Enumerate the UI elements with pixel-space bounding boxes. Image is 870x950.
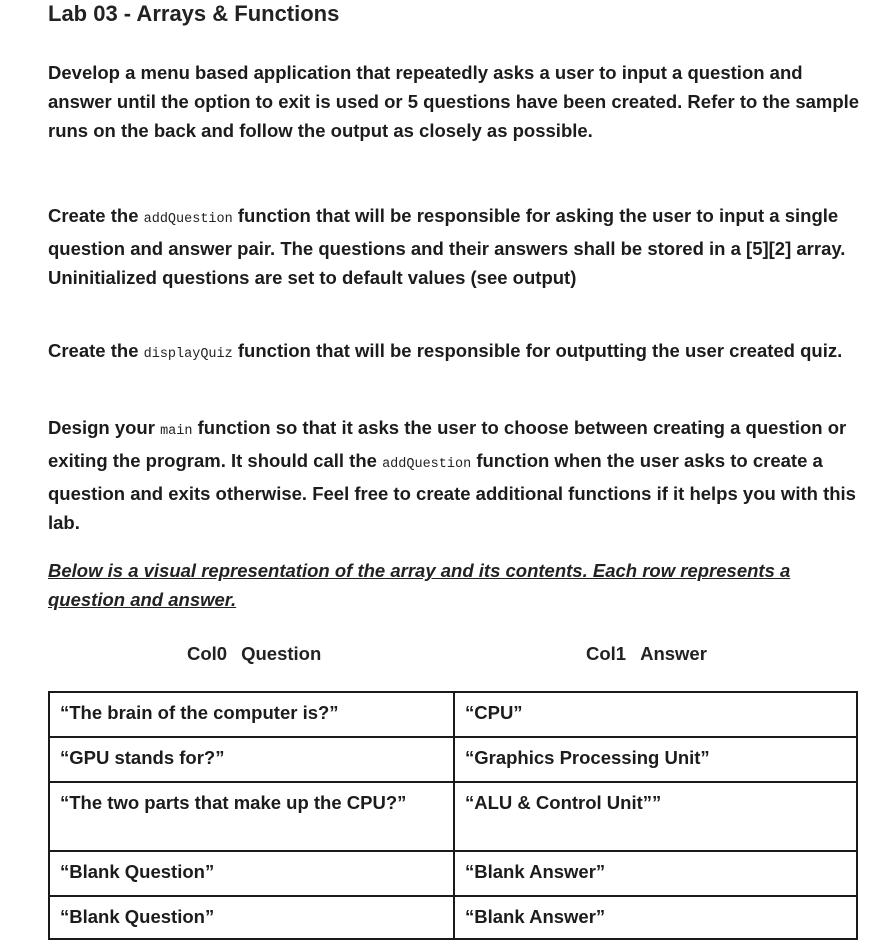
- main-design-paragraph: [48, 413, 860, 537]
- column-name: Answer: [640, 643, 707, 664]
- table-row: [49, 851, 857, 896]
- question-cell: “Blank Question”: [49, 851, 454, 896]
- table-row: [49, 692, 857, 737]
- table-row: [49, 896, 857, 939]
- intro-paragraph: Develop a menu based application that repeatedly asks a user to input a question and answer until the option to exit is used or 5 questions have been created. Refer to the sample runs on the back and follow the output as closely as possible.: [48, 62, 860, 141]
- table-row: [49, 737, 857, 782]
- array-caption: Below is a visual representation of the array and its contents. Each row represents a question and answer.: [48, 560, 791, 610]
- display-quiz-code: displayQuiz: [143, 347, 233, 362]
- add-question-suffix: function that will be responsible for asking the user to input a single question and answer pair. The questions and their answers shall be stored in a [5][2] array. Uninitialized questions are set to default values (see output): [48, 205, 846, 288]
- column-header-answer: [586, 643, 721, 665]
- question-cell: “GPU stands for?”: [49, 737, 454, 782]
- add-question-code: addQuestion: [143, 212, 233, 227]
- table-row: [49, 782, 857, 851]
- add-question-prefix: Create the: [48, 205, 144, 226]
- main-design-suffix: function when the user asks to create a question and exits otherwise. Feel free to create additional functions if it helps you with this lab.: [48, 450, 856, 533]
- display-quiz-suffix: function that will be responsible for outputting the user created quiz.: [232, 340, 843, 361]
- display-quiz-paragraph: [48, 336, 860, 369]
- add-question-paragraph: [48, 201, 860, 292]
- main-design-middle: function so that it asks the user to choose between creating a question or exiting the program. It should call the: [48, 417, 847, 471]
- question-answer-table: [48, 691, 858, 940]
- page-title: Lab 03 - Arrays & Functions: [48, 1, 340, 26]
- add-question-code-2: addQuestion: [382, 457, 472, 472]
- main-design-prefix: Design your: [48, 417, 161, 438]
- answer-cell: “Blank Answer”: [454, 851, 857, 896]
- answer-cell: “Blank Answer”: [454, 896, 857, 939]
- answer-cell: “ALU & Control Unit””: [454, 782, 857, 851]
- column-header-question: [187, 643, 335, 665]
- display-quiz-prefix: Create the: [48, 340, 144, 361]
- column-index: Col1: [586, 643, 627, 664]
- answer-cell: “CPU”: [454, 692, 857, 737]
- main-code: main: [160, 424, 193, 439]
- question-cell: “The brain of the computer is?”: [49, 692, 454, 737]
- question-cell: “Blank Question”: [49, 896, 454, 939]
- column-index: Col0: [187, 643, 228, 664]
- question-cell: “The two parts that make up the CPU?”: [49, 782, 454, 851]
- answer-cell: “Graphics Processing Unit”: [454, 737, 857, 782]
- column-name: Question: [241, 643, 322, 664]
